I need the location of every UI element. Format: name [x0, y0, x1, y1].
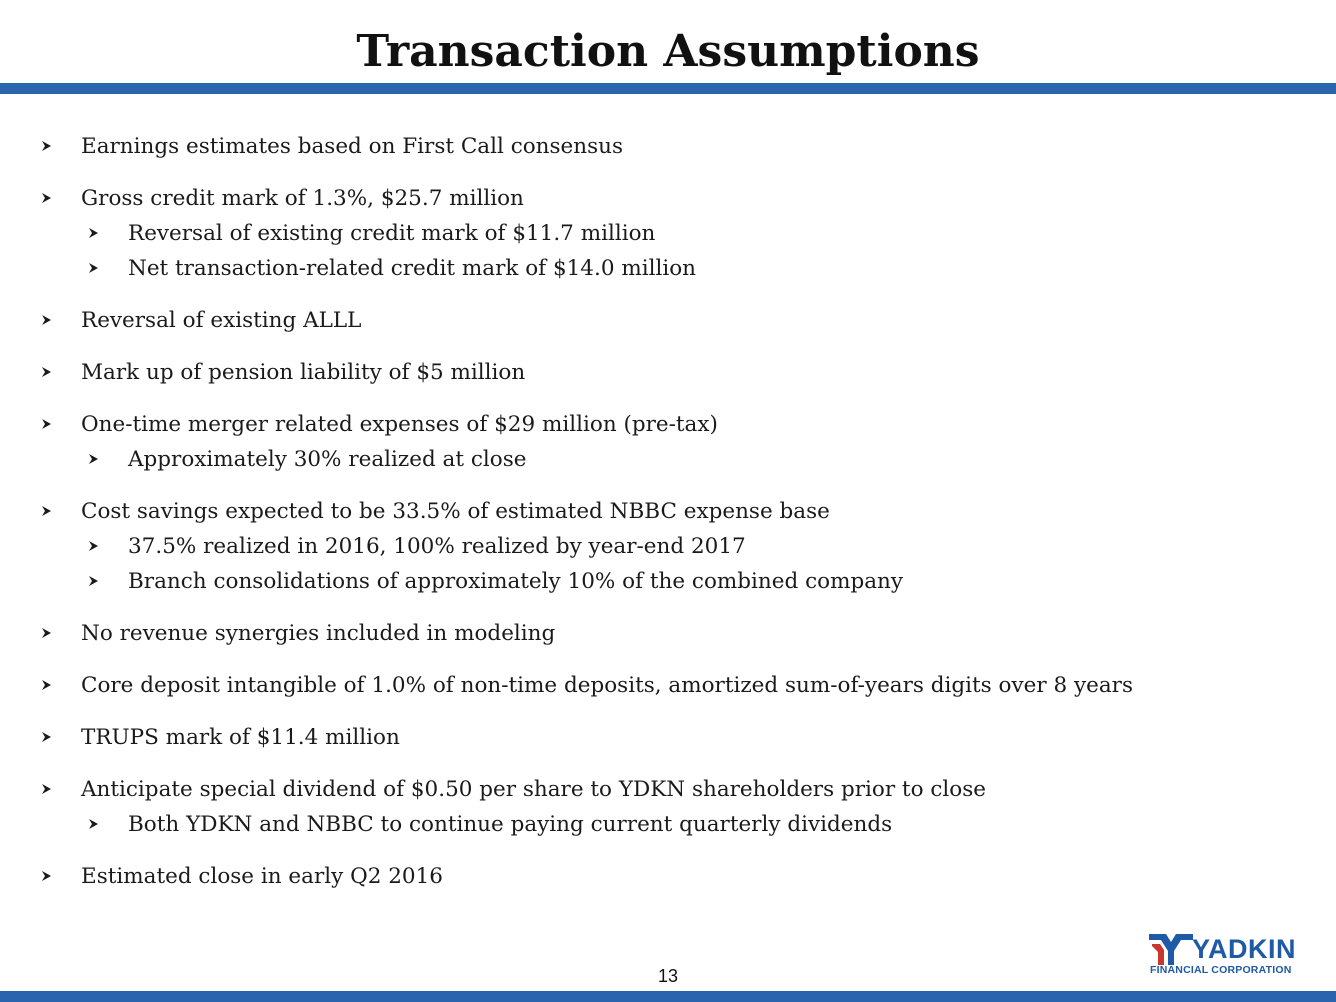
arrowhead-bullet-icon	[87, 818, 99, 830]
arrowhead-bullet-icon	[40, 418, 52, 430]
slide-title: Transaction Assumptions	[356, 26, 980, 77]
arrowhead-bullet-icon	[87, 540, 99, 552]
bullet-text: Mark up of pension liability of $5 million	[81, 359, 526, 385]
sub-bullet-item	[0, 563, 903, 599]
bullet-item	[0, 771, 986, 807]
sub-bullet-item	[0, 215, 655, 251]
bullet-text: TRUPS mark of $11.4 million	[81, 724, 400, 750]
bullet-text: Approximately 30% realized at close	[128, 446, 527, 472]
bullet-text: One-time merger related expenses of $29 million (pre-tax)	[81, 411, 718, 437]
sub-bullet-item	[0, 250, 696, 286]
bullet-text: Cost savings expected to be 33.5% of estimated NBBC expense base	[81, 498, 830, 524]
yadkin-logo-icon	[1148, 932, 1194, 966]
bottom-divider-bar	[0, 991, 1336, 1002]
bullet-item	[0, 493, 830, 529]
company-logo	[1148, 930, 1298, 978]
arrowhead-bullet-icon	[40, 731, 52, 743]
bullet-item	[0, 719, 400, 755]
sub-bullet-item	[0, 441, 526, 477]
arrowhead-bullet-icon	[40, 627, 52, 639]
top-divider-bar	[0, 83, 1336, 94]
bullet-text: Gross credit mark of 1.3%, $25.7 million	[81, 185, 524, 211]
bullet-item	[0, 354, 525, 390]
bullet-text: Anticipate special dividend of $0.50 per share to YDKN shareholders prior to close	[81, 776, 986, 802]
bullet-text: Reversal of existing credit mark of $11.7 million	[128, 220, 656, 246]
bullet-item	[0, 615, 555, 651]
sub-bullet-item	[0, 528, 746, 564]
bullet-item	[0, 302, 361, 338]
bullet-text: Both YDKN and NBBC to continue paying current quarterly dividends	[128, 811, 893, 837]
arrowhead-bullet-icon	[40, 505, 52, 517]
arrowhead-bullet-icon	[40, 870, 52, 882]
bullet-item	[0, 858, 443, 894]
bullet-item	[0, 180, 524, 216]
arrowhead-bullet-icon	[87, 227, 99, 239]
arrowhead-bullet-icon	[40, 366, 52, 378]
bullet-text: No revenue synergies included in modeling	[81, 620, 556, 646]
page-number: 13	[657, 966, 679, 986]
arrowhead-bullet-icon	[87, 575, 99, 587]
bullet-item	[0, 128, 623, 164]
arrowhead-bullet-icon	[40, 314, 52, 326]
bullet-text: Core deposit intangible of 1.0% of non-time deposits, amortized sum-of-years digits over 8 years	[81, 672, 1133, 698]
logo-wordmark: YADKIN	[1192, 934, 1297, 964]
bullet-text: Earnings estimates based on First Call consensus	[81, 133, 624, 159]
bullet-text: 37.5% realized in 2016, 100% realized by year-end 2017	[128, 533, 746, 559]
arrowhead-bullet-icon	[40, 140, 52, 152]
arrowhead-bullet-icon	[87, 453, 99, 465]
logo-subtitle: FINANCIAL CORPORATION	[1150, 964, 1292, 976]
sub-bullet-item	[0, 806, 892, 842]
arrowhead-bullet-icon	[40, 783, 52, 795]
bullet-item	[0, 406, 718, 442]
bullet-text: Branch consolidations of approximately 10% of the combined company	[128, 568, 904, 594]
bullet-item	[0, 667, 1133, 703]
arrowhead-bullet-icon	[40, 679, 52, 691]
arrowhead-bullet-icon	[40, 192, 52, 204]
bullet-text: Net transaction-related credit mark of $14.0 million	[128, 255, 697, 281]
bullet-text: Reversal of existing ALLL	[81, 307, 362, 333]
arrowhead-bullet-icon	[87, 262, 99, 274]
bullet-text: Estimated close in early Q2 2016	[81, 863, 443, 889]
